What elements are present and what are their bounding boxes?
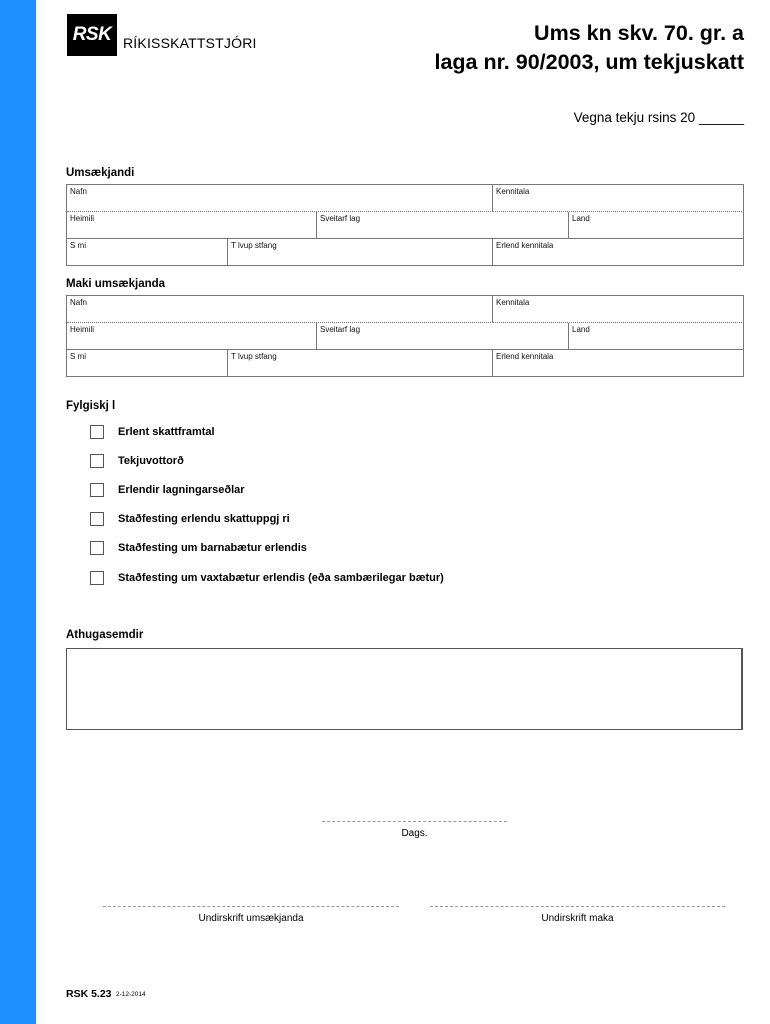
income-year-line: Vegna tekju rsins 20 ______ bbox=[573, 110, 744, 125]
field-label: Nafn bbox=[70, 187, 87, 196]
spouse-foreign-id-field[interactable] bbox=[493, 350, 744, 377]
spouse-row-3 bbox=[67, 350, 744, 377]
form-title-line-2: laga nr. 90/2003, um tekjuskatt bbox=[434, 50, 744, 74]
attachment-checkbox[interactable] bbox=[90, 425, 104, 439]
spouse-address-field[interactable] bbox=[67, 323, 317, 350]
field-label: Heimili bbox=[70, 325, 94, 334]
applicant-phone-field[interactable] bbox=[67, 239, 228, 266]
comments-section-title: Athugasemdir bbox=[66, 629, 144, 641]
field-label: S mi bbox=[70, 241, 86, 250]
field-label: T lvup stfang bbox=[231, 241, 277, 250]
attachment-checkbox[interactable] bbox=[90, 483, 104, 497]
field-label: S mi bbox=[70, 352, 86, 361]
applicant-row-2 bbox=[67, 212, 744, 239]
applicant-country-field[interactable] bbox=[569, 212, 744, 239]
spouse-signature-line[interactable] bbox=[430, 906, 725, 907]
date-line[interactable] bbox=[322, 821, 507, 822]
field-label: Erlend kennitala bbox=[496, 241, 554, 250]
applicant-address-field[interactable] bbox=[67, 212, 317, 239]
attachment-checkbox[interactable] bbox=[90, 512, 104, 526]
field-label: Kennitala bbox=[496, 187, 530, 196]
attachment-label: Tekjuvottorð bbox=[118, 455, 184, 467]
attachment-label: Erlent skattframtal bbox=[118, 426, 215, 438]
attachment-item bbox=[90, 571, 444, 585]
spouse-id-field[interactable] bbox=[493, 296, 744, 323]
spouse-signature-label: Undirskrift maka bbox=[541, 913, 614, 924]
field-label: Sveitarf lag bbox=[320, 325, 361, 334]
applicant-id-field[interactable] bbox=[493, 185, 744, 212]
attachment-label: Staðfesting um barnabætur erlendis bbox=[118, 542, 307, 554]
applicant-email-field[interactable] bbox=[228, 239, 493, 266]
org-name: RÍKISSKATTSTJÓRI bbox=[123, 35, 257, 51]
applicant-signature-line[interactable] bbox=[103, 906, 399, 907]
attachment-item bbox=[90, 512, 290, 526]
field-label: Nafn bbox=[70, 298, 87, 307]
attachment-item bbox=[90, 454, 184, 468]
spouse-country-field[interactable] bbox=[569, 323, 744, 350]
field-label: Erlend kennitala bbox=[496, 352, 554, 361]
spouse-table bbox=[66, 295, 744, 377]
spouse-name-field[interactable] bbox=[67, 296, 493, 323]
attachment-item bbox=[90, 483, 245, 497]
attachment-checkbox[interactable] bbox=[90, 541, 104, 555]
field-label: Heimili bbox=[70, 214, 94, 223]
attachment-label: Staðfesting um vaxtabætur erlendis (eða sambærilegar bætur) bbox=[118, 572, 444, 584]
form-code: RSK 5.23 bbox=[66, 988, 112, 1000]
rsk-logo: RSK bbox=[67, 14, 117, 56]
field-label: Land bbox=[572, 325, 590, 334]
attachment-checkbox[interactable] bbox=[90, 454, 104, 468]
spouse-phone-field[interactable] bbox=[67, 350, 228, 377]
form-title-line-1: Ums kn skv. 70. gr. a bbox=[534, 21, 744, 45]
applicant-signature-label: Undirskrift umsækjanda bbox=[198, 913, 304, 924]
attachment-label: Staðfesting erlendu skattuppgj ri bbox=[118, 513, 290, 525]
applicant-foreign-id-field[interactable] bbox=[493, 239, 744, 266]
applicant-municipality-field[interactable] bbox=[317, 212, 569, 239]
field-label: Kennitala bbox=[496, 298, 530, 307]
attachments-section-title: Fylgiskj l bbox=[66, 400, 116, 412]
comments-textarea[interactable] bbox=[66, 648, 743, 730]
spouse-email-field[interactable] bbox=[228, 350, 493, 377]
attachment-label: Erlendir lagningarseðlar bbox=[118, 484, 245, 496]
applicant-row-3 bbox=[67, 239, 744, 266]
applicant-name-field[interactable] bbox=[67, 185, 493, 212]
sidebar-stripe bbox=[0, 0, 36, 1024]
spouse-section-title: Maki umsækjanda bbox=[66, 278, 166, 290]
applicant-section-title: Umsækjandi bbox=[66, 167, 135, 179]
attachment-item bbox=[90, 541, 307, 555]
date-label: Dags. bbox=[401, 828, 428, 839]
attachment-item bbox=[90, 425, 215, 439]
field-label: T lvup stfang bbox=[231, 352, 277, 361]
form-title bbox=[434, 19, 744, 77]
field-label: Land bbox=[572, 214, 590, 223]
applicant-table bbox=[66, 184, 744, 266]
spouse-municipality-field[interactable] bbox=[317, 323, 569, 350]
field-label: Sveitarf lag bbox=[320, 214, 361, 223]
spouse-row-2 bbox=[67, 323, 744, 350]
attachment-checkbox[interactable] bbox=[90, 571, 104, 585]
spouse-row-1 bbox=[67, 296, 744, 323]
applicant-row-1 bbox=[67, 185, 744, 212]
form-date: 2-12-2014 bbox=[116, 991, 146, 998]
